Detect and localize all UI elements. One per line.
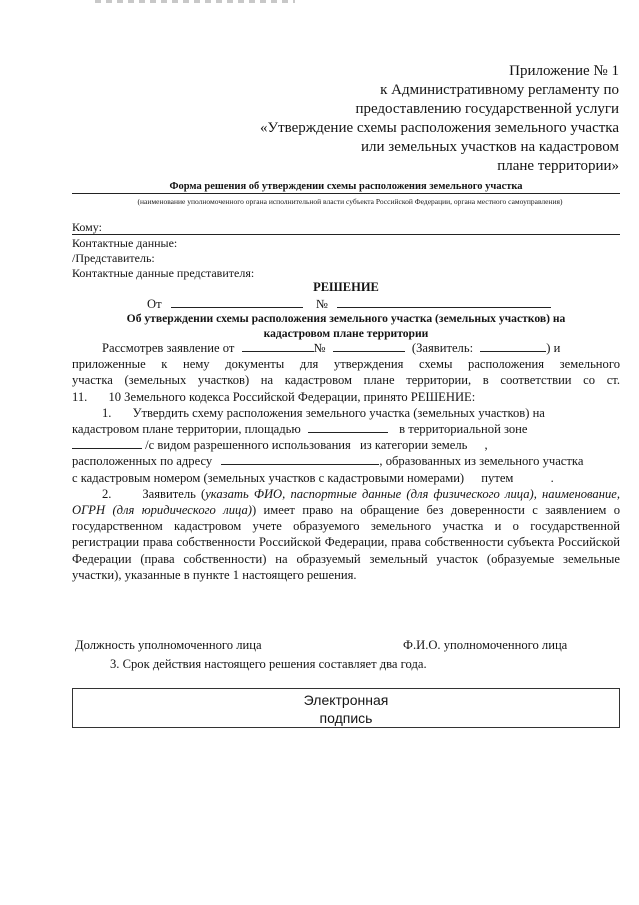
subject-line: кадастровом плане территории	[263, 327, 429, 340]
representative-label: /Представитель:	[72, 251, 155, 265]
body-line: участка (земельных участков) на кадастровом плане территории, в соответствии со ст.	[72, 373, 620, 388]
decision-body	[72, 340, 620, 583]
decision-date-number	[147, 296, 551, 311]
appendix-header	[199, 62, 619, 176]
body-line: /с видом разрешенного использования из категории земель ,	[72, 437, 620, 453]
decision-subject	[72, 311, 620, 341]
appendix-line: Приложение № 1	[509, 63, 619, 79]
appendix-line: к Административному регламенту по	[380, 82, 619, 98]
scan-artifact	[95, 0, 295, 3]
clause-number: 1.	[102, 405, 112, 420]
appendix-line: или земельных участков на кадастровом	[360, 139, 619, 155]
number-label: №	[315, 297, 328, 311]
rep-contacts-label: Контактные данные представителя:	[72, 266, 255, 280]
subject-line: Об утверждении схемы расположения земельного участка (земельных участков) на	[126, 312, 566, 325]
form-title: Форма решения об утверждении схемы расположения земельного участка	[169, 181, 523, 192]
clause-2: 2. Заявитель (указать ФИО, паспортные данные (для физического лица), наименование, ОГРН (для юридического лица)) имеет право на обращение без доверенности с заявлением о государственном кадастровом учете образуемого земельного участка и о государственной регистрации права собственности Российской Федерации, права собственности субъекта Российской Федерации (права собственности) на образуемый земельный участок (образуемые земельные участки), указанные в пункте 1 настоящего решения.	[72, 486, 620, 582]
from-label: От	[147, 297, 162, 311]
body-line: Рассмотрев заявление от № (Заявитель: ) и	[102, 341, 561, 355]
electronic-signature-box	[72, 688, 620, 728]
body-line: 11. 10 Земельного кодекса Российской Федерации, принято РЕШЕНИЕ:	[72, 389, 476, 404]
clause-number: 2.	[102, 486, 112, 501]
esign-line: подпись	[319, 710, 373, 726]
validity-term: 3. Срок действия настоящего решения составляет два года.	[110, 657, 427, 671]
appendix-line: плане территории»	[497, 158, 619, 174]
contacts-label: Контактные данные:	[72, 236, 178, 250]
appendix-line: «Утверждение схемы расположения земельного участка	[259, 120, 619, 136]
recipient-label: Кому:	[72, 220, 102, 234]
date-blank	[171, 296, 303, 308]
decision-heading: РЕШЕНИЕ	[313, 280, 379, 294]
recipient-field	[72, 220, 620, 235]
esign-line: Электронная	[303, 692, 389, 708]
body-line: кадастровом плане территории, площадью в территориальной зоне	[72, 422, 528, 437]
appendix-line: предоставлению государственной услуги	[355, 101, 619, 117]
official-position: Должность уполномоченного лица	[75, 638, 262, 652]
authority-note: (наименование уполномоченного органа исполнительной власти субъекта Российской Федерации, органа местного самоуправления)	[137, 197, 563, 206]
clause-1: 1. Утвердить схему расположения земельного участка (земельных участков) на	[102, 405, 545, 420]
body-line: приложенные к нему документы для утверждения схемы расположения земельного	[72, 357, 620, 372]
body-line: с кадастровым номером (земельных участков с кадастровыми номерами) путем .	[72, 470, 554, 485]
form-title-underline	[72, 193, 620, 194]
body-line: расположенных по адресу , образованных из земельного участка	[72, 454, 584, 469]
number-blank	[337, 296, 551, 308]
official-name: Ф.И.О. уполномоченного лица	[403, 638, 568, 652]
